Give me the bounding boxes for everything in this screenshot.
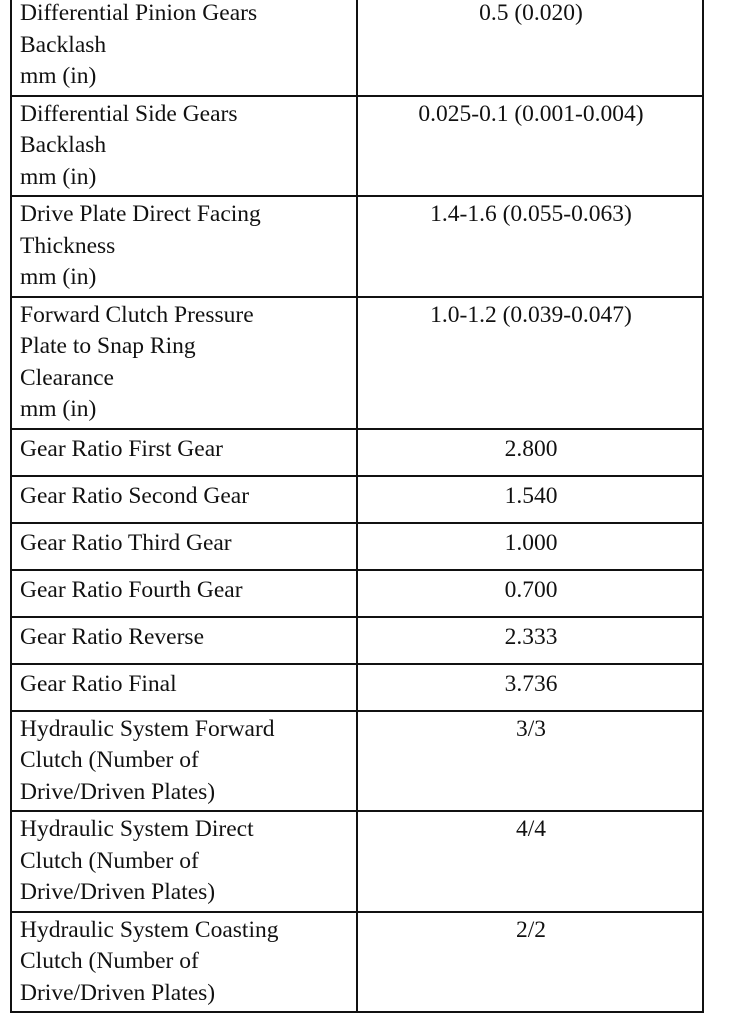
- spec-value-cell: [357, 570, 703, 617]
- spec-value-cell: [357, 476, 703, 523]
- spec-value-cell: [357, 297, 703, 429]
- spec-label-cell: [11, 297, 357, 429]
- spec-value: 1.000: [504, 529, 558, 556]
- spec-label-line: Clutch (Number of: [20, 747, 199, 773]
- spec-value: 1.4-1.6 (0.055-0.063): [430, 201, 632, 227]
- spec-label-line: Gear Ratio Third Gear: [20, 529, 232, 556]
- spec-value: 3.736: [504, 670, 558, 697]
- table-row: [11, 429, 703, 476]
- spec-value-cell: [357, 664, 703, 711]
- spec-label-line: Differential Side Gears: [20, 100, 238, 127]
- spec-label-cell: [11, 664, 357, 711]
- table-row: [11, 912, 703, 1013]
- spec-value: 4/4: [515, 816, 547, 842]
- spec-value-cell: [357, 811, 703, 912]
- table-row: [11, 476, 703, 523]
- spec-value: 2/2: [515, 916, 547, 943]
- spec-label-line: Gear Ratio Final: [20, 670, 177, 697]
- spec-label-line: mm (in): [20, 396, 97, 422]
- spec-label-line: Hydraulic System Direct: [20, 816, 254, 842]
- table-row: [11, 664, 703, 711]
- table-row: [11, 523, 703, 570]
- spec-label-cell: [11, 570, 357, 617]
- spec-label-line: mm (in): [20, 163, 97, 190]
- spec-label-cell: [11, 0, 357, 96]
- spec-label-line: Gear Ratio Second Gear: [20, 482, 250, 509]
- spec-label-line: Backlash: [20, 31, 107, 58]
- spec-label-cell: [11, 96, 357, 197]
- table-row: [11, 570, 703, 617]
- spec-label-line: Plate to Snap Ring: [20, 333, 196, 359]
- spec-value: 0.700: [504, 576, 558, 603]
- spec-label-cell: [11, 711, 357, 812]
- spec-value: 0.025-0.1 (0.001-0.004): [418, 100, 644, 127]
- spec-value-cell: [357, 523, 703, 570]
- spec-label-line: Drive/Driven Plates): [20, 778, 216, 805]
- spec-value-cell: [357, 96, 703, 197]
- spec-label-cell: [11, 476, 357, 523]
- specifications-table: [10, 0, 704, 1013]
- spec-label-line: Clutch (Number of: [20, 948, 199, 974]
- spec-value-cell: [357, 429, 703, 476]
- spec-value-cell: [357, 617, 703, 664]
- spec-value-cell: [357, 196, 703, 297]
- spec-label-line: Thickness: [20, 232, 116, 259]
- spec-label-line: Hydraulic System Forward: [20, 715, 275, 742]
- spec-value-cell: [357, 711, 703, 812]
- spec-label-cell: [11, 912, 357, 1013]
- spec-value: 2.800: [504, 435, 558, 462]
- spec-label-cell: [11, 196, 357, 297]
- table-row: [11, 297, 703, 429]
- spec-label-line: Drive Plate Direct Facing: [20, 201, 261, 227]
- table-row: [11, 96, 703, 197]
- spec-label-line: mm (in): [20, 63, 97, 89]
- spec-value: 0.5 (0.020): [479, 0, 583, 26]
- spec-label-line: Forward Clutch Pressure: [20, 301, 254, 328]
- spec-label-line: mm (in): [20, 264, 97, 290]
- spec-label-cell: [11, 523, 357, 570]
- spec-value: 2.333: [504, 623, 558, 650]
- spec-label-line: Clearance: [20, 364, 114, 391]
- table-row: [11, 0, 703, 96]
- spec-label-line: Clutch (Number of: [20, 847, 199, 874]
- table-row: [11, 617, 703, 664]
- spec-label-cell: [11, 811, 357, 912]
- spec-label-line: Hydraulic System Coasting: [20, 916, 279, 943]
- spec-value: 3/3: [515, 715, 547, 742]
- spec-label-line: Backlash: [20, 132, 107, 158]
- spec-label-cell: [11, 617, 357, 664]
- spec-value-cell: [357, 0, 703, 96]
- table-row: [11, 711, 703, 812]
- spec-value-cell: [357, 912, 703, 1013]
- spec-label-line: Drive/Driven Plates): [20, 879, 216, 905]
- spec-label-line: Gear Ratio Fourth Gear: [20, 576, 243, 603]
- spec-label-line: Gear Ratio Reverse: [20, 623, 205, 650]
- spec-label-cell: [11, 429, 357, 476]
- table-row: [11, 811, 703, 912]
- spec-value: 1.0-1.2 (0.039-0.047): [430, 301, 632, 328]
- specifications-table-body: [11, 0, 703, 1012]
- spec-value: 1.540: [504, 482, 558, 509]
- spec-label-line: Differential Pinion Gears: [20, 0, 258, 26]
- table-row: [11, 196, 703, 297]
- spec-label-line: Drive/Driven Plates): [20, 979, 216, 1006]
- spec-label-line: Gear Ratio First Gear: [20, 435, 223, 462]
